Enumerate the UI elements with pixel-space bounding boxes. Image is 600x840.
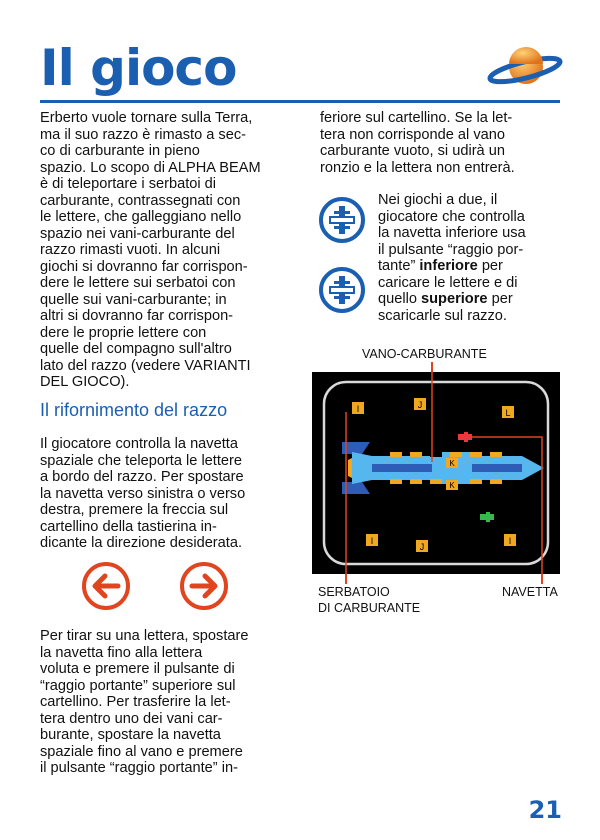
text-line: voluta e premere il pulsante di: [40, 661, 235, 677]
section-subheading: Il rifornimento del razzo: [40, 400, 228, 420]
text-line: tera non corrisponde al vano: [320, 126, 505, 143]
emphasis-superiore: superiore: [421, 291, 488, 307]
text-line: tante” inferiore per: [378, 258, 503, 274]
text-line: Per tirar su una lettera, spostare: [40, 628, 249, 644]
fuel-tank: [352, 402, 364, 414]
text-line: la navetta verso sinistra o verso: [40, 485, 246, 502]
text-line: tera dentro uno dei vani car-: [40, 710, 223, 727]
text-line: cartellino della tastierina in-: [40, 518, 217, 535]
fuel-tank: [416, 540, 428, 552]
fuel-tank: [414, 398, 426, 410]
label-fuel-bay: VANO-CARBURANTE: [362, 347, 487, 361]
fuel-tank: [446, 458, 458, 468]
right-arrow-icon: [178, 560, 230, 612]
text-line: Il giocatore controlla la navetta: [40, 436, 238, 452]
text-line: il pulsante “raggio portante” in-: [40, 760, 238, 776]
text-line: è di teleportare i serbatoi di: [40, 176, 217, 192]
text-line: le lettere, che galleggiano nello: [40, 209, 242, 225]
text-line: dere le lettere sui serbatoi con: [40, 275, 236, 291]
game-screen-diagram: [312, 372, 560, 574]
fuel-tank: [502, 406, 514, 418]
text-line: quelle sui vani-carburante; in: [40, 291, 227, 308]
text-line: quelle del compagno sull'altro: [40, 341, 232, 357]
two-player-paragraph: [378, 192, 526, 324]
svg-text:J: J: [417, 400, 423, 410]
text-line: cartellino. Per trasferire la let-: [40, 694, 231, 710]
continuation-paragraph: [320, 110, 515, 176]
upper-beam-controller-icon: [318, 196, 366, 244]
text-line: carburante vuoto, si udirà un: [320, 143, 505, 159]
svg-text:I: I: [508, 536, 512, 546]
left-arrow-icon: [80, 560, 132, 612]
page-number: 21: [528, 796, 562, 824]
svg-text:L: L: [505, 408, 511, 418]
text-line: giocatore che controlla: [378, 208, 525, 225]
text-line: dicante la direzione desiderata.: [40, 535, 243, 551]
fuel-tank: [366, 534, 378, 546]
text-line: carburante, contrassegnati con: [40, 192, 241, 209]
text-line: burante, spostare la navetta: [40, 727, 221, 743]
title-rule: [40, 100, 560, 103]
emphasis-inferiore: inferiore: [419, 258, 478, 274]
text-line: quello superiore per: [378, 291, 513, 307]
pointer-line-fuel-tank: [345, 574, 347, 584]
intro-paragraph: [40, 110, 261, 391]
text-line: lato del razzo (vedere VARIANTI: [40, 357, 251, 374]
text-line: razzo rimasti vuoti. In alcuni: [40, 242, 221, 258]
svg-text:I: I: [356, 404, 360, 414]
text-line: spaziale fino al vano e premere: [40, 743, 243, 760]
text-line: a bordo del razzo. Per spostare: [40, 469, 244, 485]
text-line: spazio. Lo scopo di ALPHA BEAM: [40, 159, 261, 176]
planet-icon: [486, 42, 564, 92]
svg-text:K: K: [449, 459, 455, 468]
movement-paragraph: [40, 436, 245, 552]
text-line: spaziale che teleporta le lettere: [40, 452, 243, 469]
fuel-tank: [446, 480, 458, 490]
label-fuel-tank-2: DI CARBURANTE: [318, 601, 421, 615]
pointer-line-shuttle: [541, 574, 543, 584]
text-line: dere le proprie lettere con: [40, 324, 207, 341]
text-line: spazio nei vani-carburante del: [40, 225, 235, 242]
text-line: la navetta fino alla lettera: [40, 644, 203, 661]
svg-text:J: J: [419, 542, 425, 552]
svg-text:I: I: [370, 536, 374, 546]
text-line: ma il suo razzo è rimasto a sec-: [40, 126, 247, 143]
text-line: Nei giochi a due, il: [378, 192, 498, 208]
text-line: altri si dovranno far corrispon-: [40, 308, 234, 324]
beam-paragraph: [40, 628, 248, 777]
label-shuttle: NAVETTA: [502, 585, 558, 599]
text-line: il pulsante “raggio por-: [378, 241, 524, 258]
text-line: giochi si dovranno far corrispon-: [40, 258, 248, 275]
page-title: Il gioco: [40, 39, 237, 97]
pointer-line-fuel-bay: [431, 362, 433, 372]
text-line: co di carburante in pieno: [40, 143, 200, 159]
text-line: la navetta inferiore usa: [378, 225, 526, 241]
text-line: feriore sul cartellino. Se la let-: [320, 110, 513, 126]
fuel-tank: [504, 534, 516, 546]
lower-beam-controller-icon: [318, 266, 366, 314]
text-line: destra, premere la freccia sul: [40, 502, 229, 518]
text-line: DEL GIOCO).: [40, 374, 130, 390]
text-line: Erberto vuole tornare sulla Terra,: [40, 110, 253, 126]
svg-text:K: K: [449, 481, 455, 490]
text-line: caricare le lettere e di: [378, 274, 518, 291]
text-line: “raggio portante” superiore sul: [40, 677, 236, 694]
label-fuel-tank-1: SERBATOIO: [318, 585, 390, 599]
text-line: ronzio e la lettera non entrerà.: [320, 159, 515, 176]
text-line: scaricarle sul razzo.: [378, 307, 507, 324]
